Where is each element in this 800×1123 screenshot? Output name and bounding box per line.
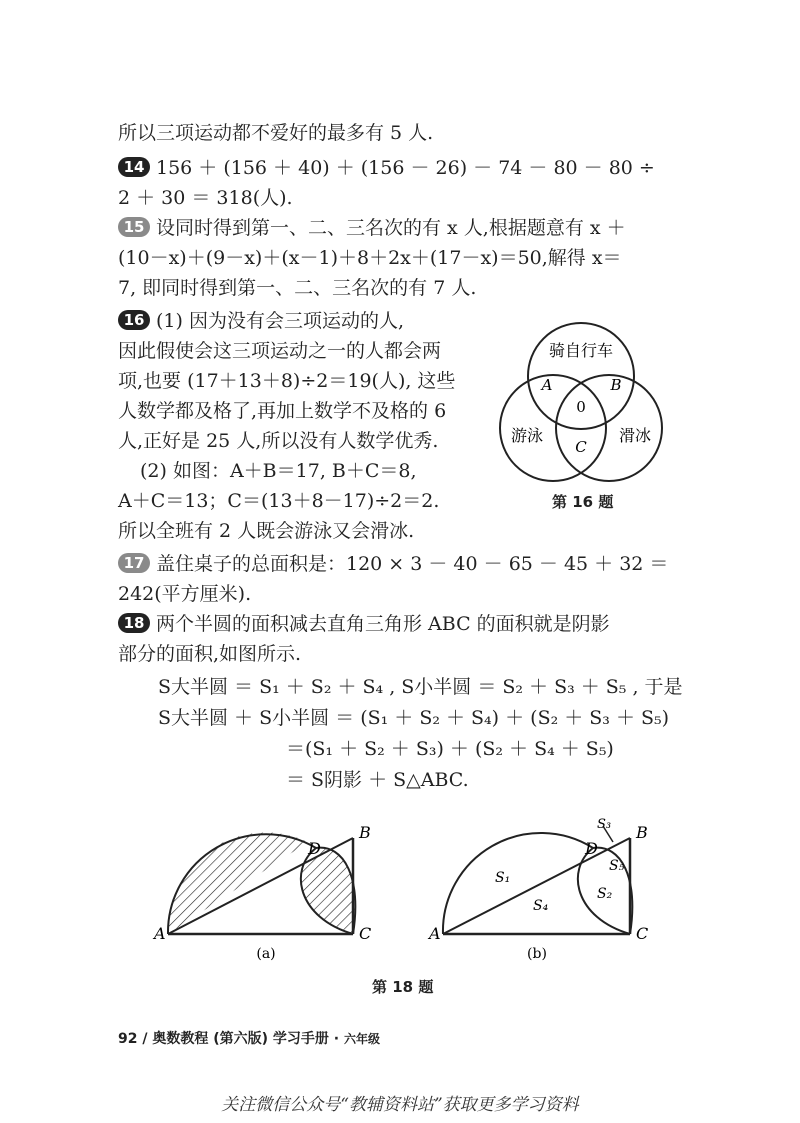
- page-number: 92: [118, 1031, 138, 1047]
- label-d: D: [585, 839, 598, 858]
- label-a: A: [154, 924, 166, 943]
- figure-caption-16: 第 16 题: [552, 493, 614, 511]
- text-line: 人,正好是 25 人,所以没有人数学优秀.: [118, 430, 439, 452]
- math-line: ＝ S阴影 ＋ S△ABC.: [286, 769, 469, 791]
- book-title: / 奥数教程 (第六版) 学习手册 ·: [142, 1031, 340, 1047]
- problem-number-badge: 14: [118, 157, 150, 177]
- problem-number-badge: 16: [118, 310, 150, 330]
- problem-16: [118, 306, 404, 336]
- page-footer: [118, 1028, 380, 1048]
- label-a: A: [429, 924, 441, 943]
- problem-18: [118, 609, 610, 639]
- text-line: 盖住桌子的总面积是：120 × 3 － 40 － 65 － 45 ＋ 32 ＝: [156, 553, 669, 575]
- label-b: B: [359, 823, 371, 842]
- venn-region-c: C: [575, 438, 587, 456]
- label-c: C: [636, 924, 649, 943]
- label-s3: S₃: [597, 817, 612, 832]
- text-line: 2 ＋ 30 ＝ 318(人).: [118, 187, 293, 209]
- math-line: ＝(S₁ ＋ S₂ ＋ S₃) ＋ (S₂ ＋ S₄ ＋ S₅): [286, 738, 614, 760]
- label-s5: S₅: [609, 858, 625, 874]
- figure-18a: [148, 818, 388, 968]
- sub-caption-b: (b): [527, 946, 547, 962]
- venn-center: 0: [576, 398, 586, 416]
- promo-note: 关注微信公众号“教辅资料站”获取更多学习资料: [221, 1095, 579, 1115]
- shaded-region-large: [168, 833, 308, 934]
- problem-number-badge: 17: [118, 553, 150, 573]
- text-line: 156 ＋ (156 ＋ 40) ＋ (156 － 26) － 74 － 80 － 80 ÷: [156, 157, 655, 179]
- text-line: 部分的面积,如图所示.: [118, 643, 302, 665]
- label-c: C: [359, 924, 372, 943]
- text-line: 所以全班有 2 人既会游泳又会滑冰.: [118, 520, 415, 542]
- figure-18b: [425, 812, 665, 968]
- venn-diagram: [495, 318, 675, 498]
- label-s2: S₂: [597, 886, 613, 902]
- text-line: (10－x)＋(9－x)＋(x－1)＋8＋2x＋(17－x)＝50,解得 x＝: [118, 247, 622, 269]
- label-b: B: [636, 823, 648, 842]
- sub-caption-a: (a): [256, 946, 276, 962]
- math-line: S大半圆 ＝ S₁ ＋ S₂ ＋ S₄ , S小半圆 ＝ S₂ ＋ S₃ ＋ S₅ , 于是: [158, 676, 683, 698]
- text-line: 项,也要 (17＋13＋8)÷2＝19(人), 这些: [118, 370, 456, 392]
- math-line: S大半圆 ＋ S小半圆 ＝ (S₁ ＋ S₂ ＋ S₄) ＋ (S₂ ＋ S₃ ＋ S₅): [158, 707, 670, 729]
- large-semicircle-arc: [443, 833, 593, 934]
- label-d: D: [308, 839, 321, 858]
- text-line: 7, 即同时得到第一、二、三名次的有 7 人.: [118, 277, 477, 299]
- text-line: 两个半圆的面积减去直角三角形 ABC 的面积就是阴影: [156, 613, 610, 635]
- text-line: 人数学都及格了,再加上数学不及格的 6: [118, 400, 447, 422]
- label-s4: S₄: [533, 898, 549, 914]
- venn-label-cycling: 骑自行车: [548, 341, 614, 360]
- problem-number-badge: 15: [118, 217, 150, 237]
- text-line: 所以三项运动都不爱好的最多有 5 人.: [118, 122, 434, 144]
- figure-caption-18: 第 18 题: [372, 978, 434, 996]
- text-line: 因此假使会这三项运动之一的人都会两: [118, 340, 442, 362]
- venn-label-swimming: 游泳: [510, 426, 544, 445]
- grade-label: 六年级: [343, 1032, 380, 1046]
- venn-region-b: B: [610, 376, 622, 394]
- text-line: 242(平方厘米).: [118, 583, 252, 605]
- text-line: 设同时得到第一、二、三名次的有 x 人,根据题意有 x ＋: [156, 217, 626, 239]
- text-line: (1) 因为没有会三项运动的人,: [156, 310, 404, 332]
- text-line: A＋C＝13；C＝(13＋8－17)÷2＝2.: [118, 490, 440, 512]
- venn-region-a: A: [541, 376, 553, 394]
- problem-14: [118, 153, 655, 183]
- problem-number-badge: 18: [118, 613, 150, 633]
- text-line: (2) 如图：A＋B＝17, B＋C＝8,: [140, 460, 417, 482]
- venn-label-skating: 滑冰: [618, 426, 652, 445]
- label-s1: S₁: [495, 870, 511, 886]
- problem-17: [118, 549, 668, 579]
- problem-15: [118, 213, 626, 243]
